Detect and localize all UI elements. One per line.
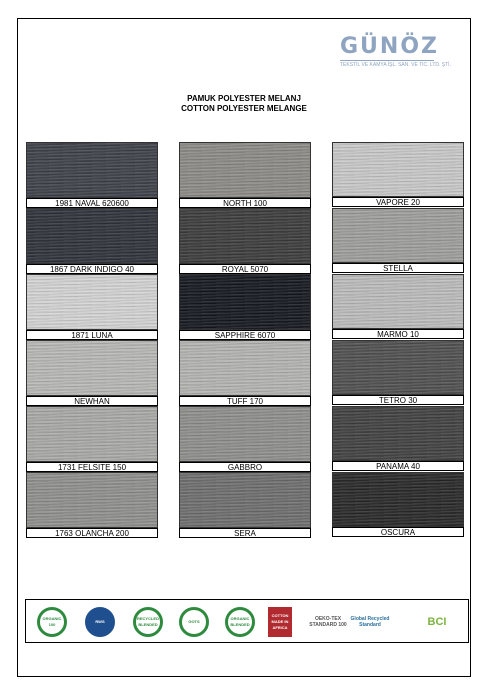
swatch-tuff-170	[179, 340, 311, 406]
swatch-label: SAPPHIRE 6070	[179, 330, 311, 340]
swatch-label: TUFF 170	[179, 396, 311, 406]
swatch-label: 1763 OLANCHA 200	[26, 528, 158, 538]
swatch-label: GABBRO	[179, 462, 311, 472]
brand-subtitle: TEKSTİL VE KAMYA İŞL. SAN. VE TİC. LTD. ŞTİ.	[340, 62, 451, 68]
yarn-swatch-image	[332, 340, 464, 395]
swatch-marmo-10	[332, 274, 464, 339]
yarn-swatch-image	[332, 208, 464, 263]
swatch-label: PANAMA 40	[332, 461, 464, 471]
yarn-swatch-image	[26, 142, 158, 198]
swatch-label: 1981 NAVAL 620600	[26, 198, 158, 208]
swatch-north-100	[179, 142, 311, 208]
swatch-sapphire-6070	[179, 274, 311, 340]
swatch-label: ROYAL 5070	[179, 264, 311, 274]
oeko-tex-icon: OEKO-TEX STANDARD 100	[309, 616, 347, 628]
swatch-1981-naval-620600	[26, 142, 158, 208]
yarn-swatch-image	[332, 142, 464, 197]
swatch-label: NEWHAN	[26, 396, 158, 406]
yarn-swatch-image	[179, 208, 311, 264]
swatch-label: NORTH 100	[179, 198, 311, 208]
swatch-panama-40	[332, 406, 464, 471]
swatch-label: VAPORE 20	[332, 197, 464, 207]
brand-name: GÜNÖZ	[340, 34, 439, 59]
yarn-swatch-image	[26, 208, 158, 264]
organic-blended-icon: ORGANIC BLENDED	[222, 607, 258, 637]
swatch-gabbro	[179, 406, 311, 472]
yarn-swatch-image	[179, 340, 311, 396]
organic-100-icon: ORGANIC 100	[34, 607, 70, 637]
swatch-1763-olancha-200	[26, 472, 158, 538]
swatch-label: 1867 DARK INDIGO 40	[26, 264, 158, 274]
swatch-sera	[179, 472, 311, 538]
yarn-swatch-image	[26, 406, 158, 462]
swatch-tetro-30	[332, 340, 464, 405]
yarn-swatch-image	[332, 472, 464, 527]
yarn-swatch-image	[179, 142, 311, 198]
swatch-stella	[332, 208, 464, 273]
swatch-label: SERA	[179, 528, 311, 538]
recycled-blended-icon: RECYCLED BLENDED	[130, 607, 166, 637]
yarn-swatch-image	[26, 340, 158, 396]
swatch-1871-luna	[26, 274, 158, 340]
yarn-swatch-image	[179, 406, 311, 462]
swatch-1867-dark-indigo-40	[26, 208, 158, 274]
swatch-newhan	[26, 340, 158, 406]
gots-icon: GOTS	[176, 607, 212, 637]
yarn-swatch-image	[26, 472, 158, 528]
swatch-oscura	[332, 472, 464, 537]
title-english: COTTON POLYESTER MELANGE	[181, 104, 307, 113]
yarn-swatch-image	[332, 274, 464, 329]
rws-icon: RWS	[82, 607, 118, 637]
yarn-swatch-image	[26, 274, 158, 330]
yarn-swatch-image	[332, 406, 464, 461]
brand-logo	[340, 34, 451, 72]
swatch-label: 1731 FELSITE 150	[26, 462, 158, 472]
swatch-royal-5070	[179, 208, 311, 274]
swatch-label: MARMO 10	[332, 329, 464, 339]
yarn-swatch-image	[179, 472, 311, 528]
cotton-made-in-africa-icon: COTTON MADE IN AFRICA	[262, 607, 298, 637]
swatch-label: 1871 LUNA	[26, 330, 158, 340]
swatch-label: TETRO 30	[332, 395, 464, 405]
document-title	[0, 94, 488, 114]
yarn-swatch-image	[179, 274, 311, 330]
grs-icon: Global Recycled Standard	[350, 616, 390, 628]
title-turkish: PAMUK POLYESTER MELANJ	[187, 94, 301, 103]
swatch-vapore-20	[332, 142, 464, 207]
swatch-label: OSCURA	[332, 527, 464, 537]
bci-icon: BCI	[427, 616, 447, 628]
swatch-1731-felsite-150	[26, 406, 158, 472]
swatch-label: STELLA	[332, 263, 464, 273]
certification-bar	[25, 599, 469, 643]
